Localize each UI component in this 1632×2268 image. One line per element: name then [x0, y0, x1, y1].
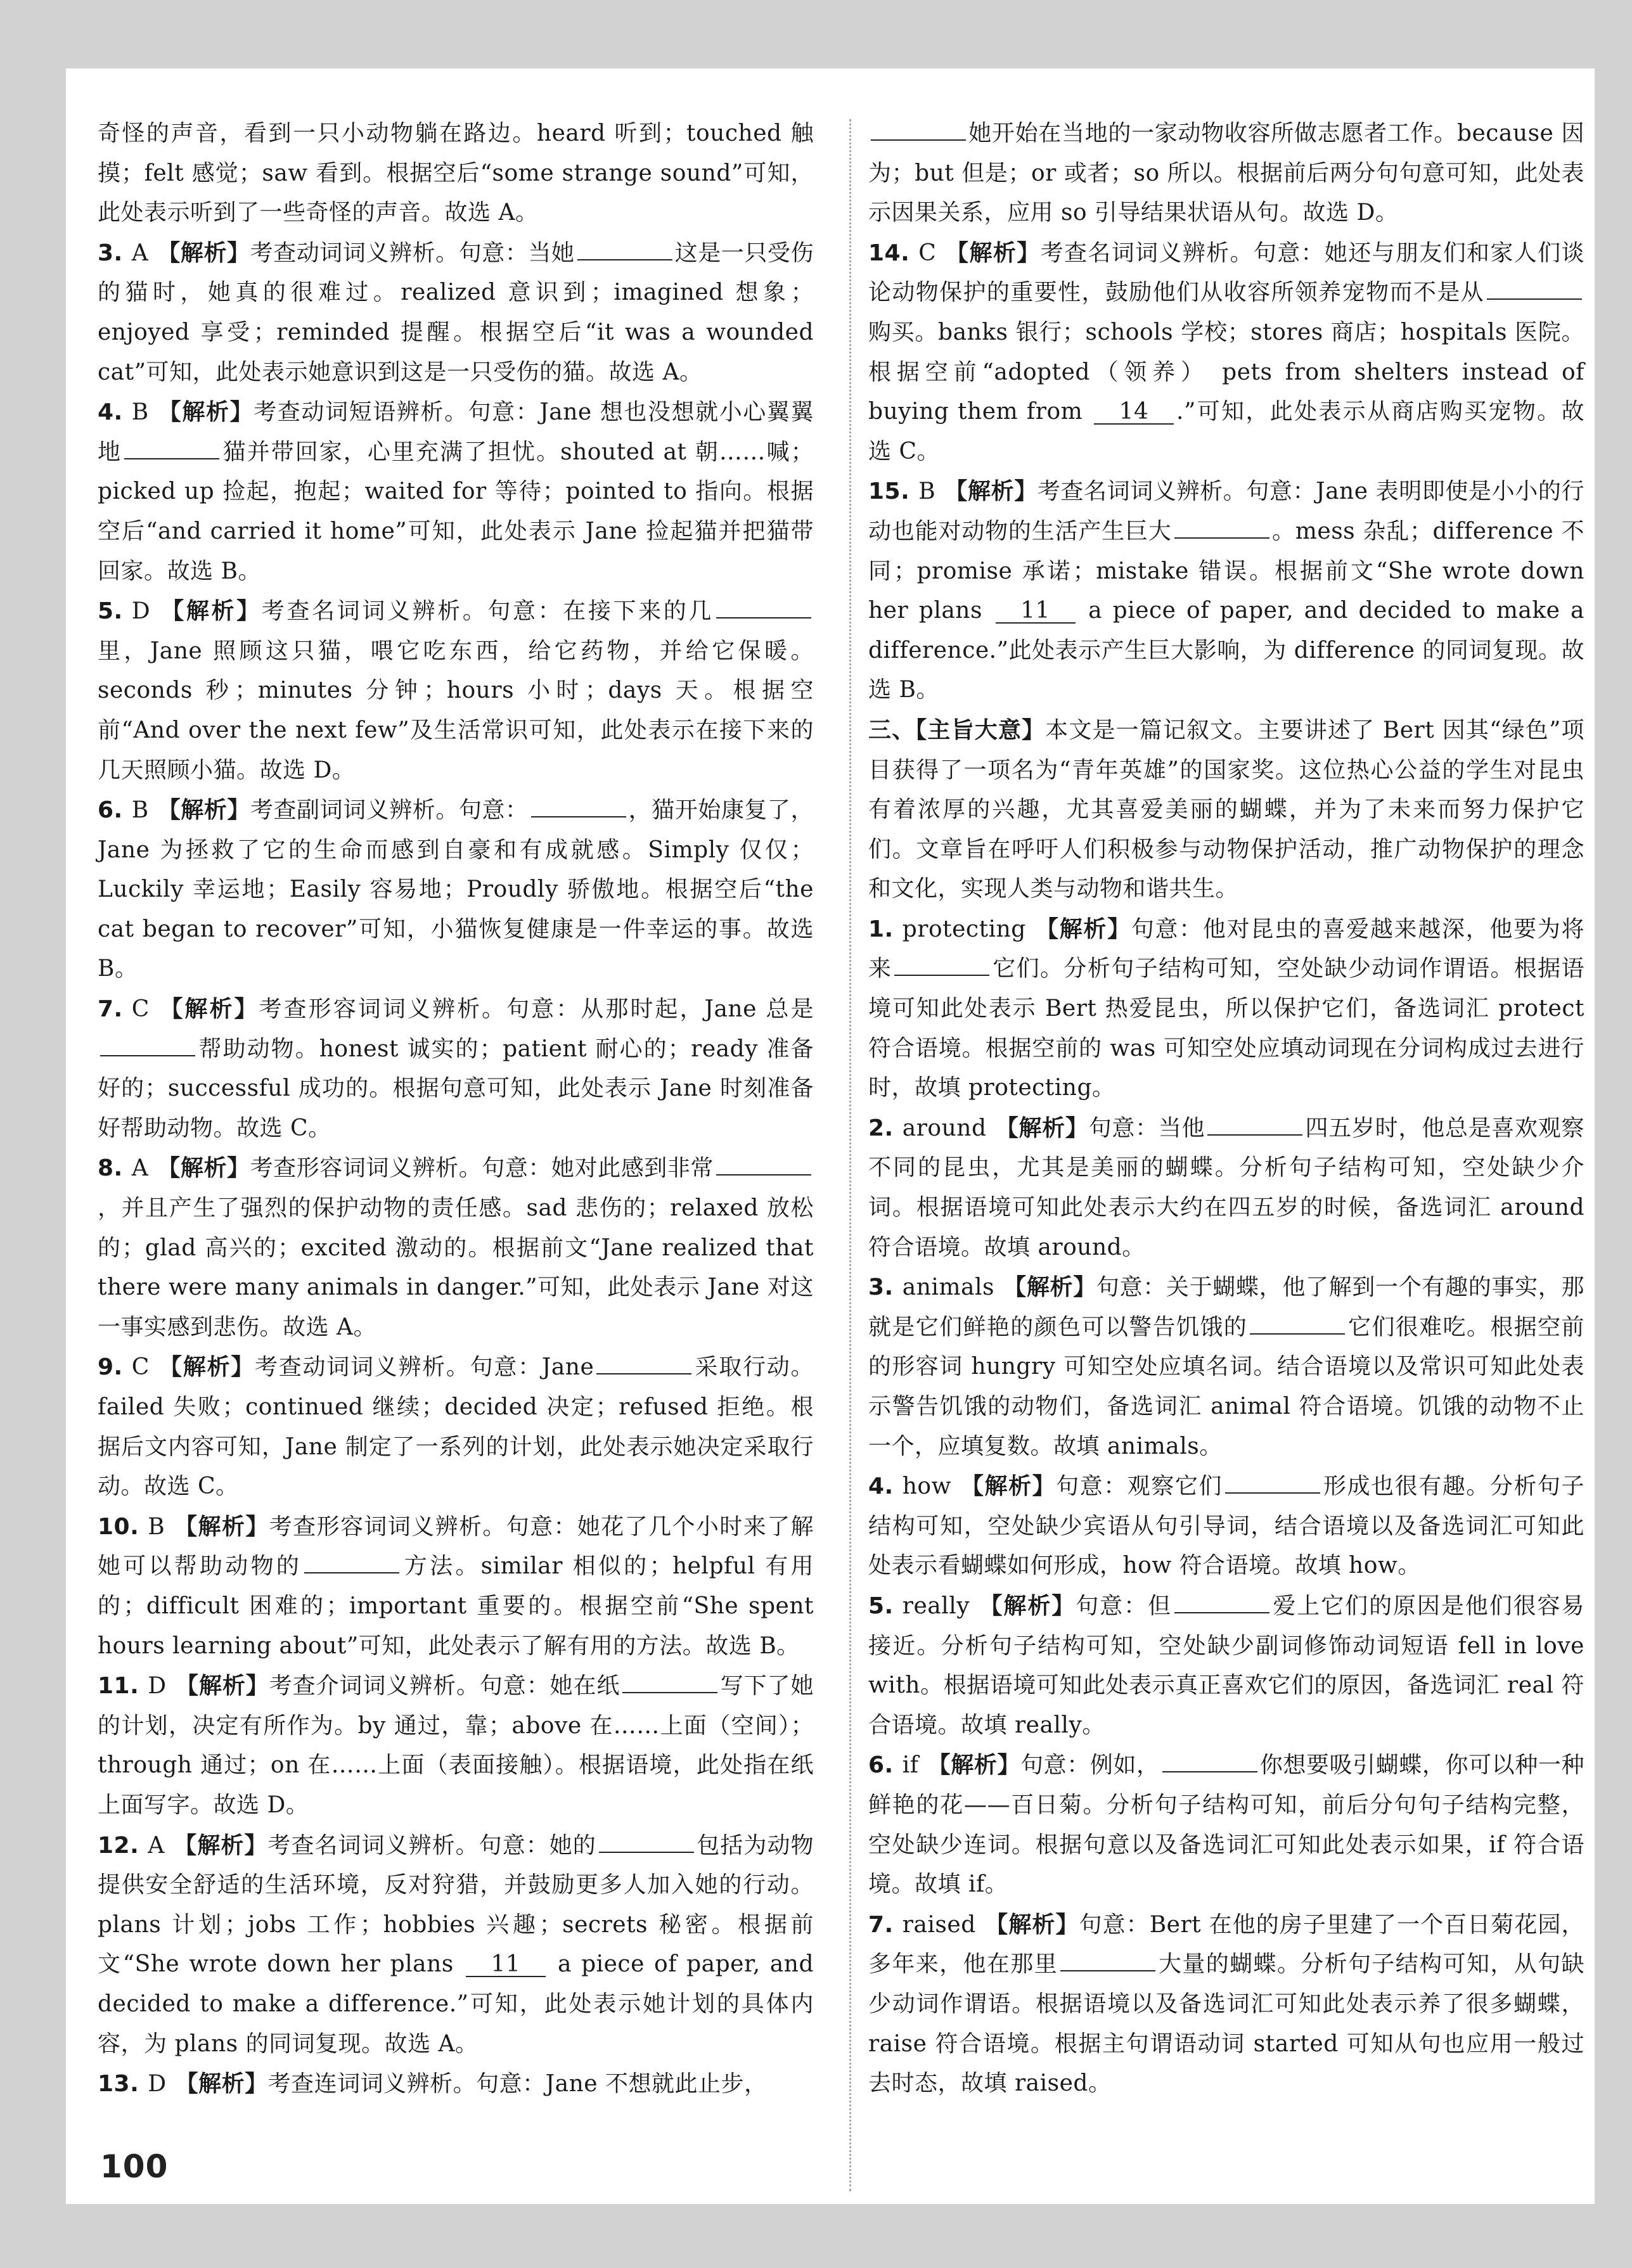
item-number: 5. — [98, 598, 123, 625]
answer-blank — [1162, 1752, 1257, 1772]
explanation-text: 猫并带回家，心里充满了担忧。shouted at 朝……喊；picked up 捡起，抱起；waited for 等待；pointed to 指向。根据空后“and carried it home”可知，此处表示 Jane 捡起猫并把猫带回家。故选 B。 — [98, 439, 814, 584]
answer-item — [868, 1466, 1584, 1586]
item-number: 10. — [98, 1513, 139, 1540]
left-item-list — [98, 233, 814, 2105]
item-number: 2. — [868, 1115, 894, 1141]
answer-key-page — [66, 68, 1595, 2204]
explanation-text: 大量的蝴蝶。分析句子结构可知，从句缺少动词作谓语。根据语境以及备选词汇可知此处表示养了很多蝴蝶，raise 符合语境。根据主句谓语动词 started 可知从句也应用一般过去时态，故填 raised。 — [868, 1951, 1584, 2097]
answer-item — [868, 1905, 1584, 2104]
reference-blank: 14 — [1094, 400, 1174, 425]
explanation-text: 句意：但 — [1076, 1592, 1172, 1619]
section-summary-text: 本文是一篇记叙文。主要讲述了 Bert 因其“绿色”项目获得了一项名为“青年英雄”的国家奖。这位热心公益的学生对昆虫有着浓厚的兴趣，尤其喜爱美丽的蝴蝶，并为了未来而努力保护它们。文章旨在呼吁人们积极参与动物保护活动，推广动物保护的理念和文化，实现人类与动物和谐共生。 — [868, 717, 1584, 902]
answer-choice: C — [918, 240, 937, 266]
explanation-text: 帮助动物。honest 诚实的；patient 耐心的；ready 准备好的；successful 成功的。根据句意可知，此处表示 Jane 时刻准备好帮助动物。故选 C。 — [98, 1035, 814, 1141]
analysis-tag: 【解析】 — [945, 239, 1041, 266]
item-number: 7. — [868, 1911, 894, 1938]
item-number: 5. — [868, 1592, 894, 1619]
answer-choice: D — [148, 1673, 167, 1700]
analysis-tag: 【解析】 — [159, 598, 262, 625]
explanation-text: 考查动词短语辨析。句意：Jane 想也没想就小心翼翼地 — [98, 399, 814, 465]
explanation-text: .”可知，此处表示从商店购买宠物。故选 C。 — [868, 399, 1584, 464]
answer-item — [868, 471, 1584, 710]
answer-item — [98, 233, 814, 392]
item-number: 15. — [868, 478, 910, 505]
explanation-text: 考查名词词义辨析。句意：在接下来的几 — [261, 598, 714, 625]
answer-choice: animals — [902, 1274, 994, 1301]
answer-item — [98, 1148, 814, 1347]
section-summary — [868, 710, 1584, 909]
answer-item — [98, 591, 814, 790]
answer-blank — [596, 1354, 691, 1374]
answer-blank — [100, 1036, 195, 1056]
answer-item — [868, 1745, 1584, 1904]
analysis-tag: 【解析】 — [157, 399, 254, 426]
answer-blank — [1250, 1314, 1345, 1335]
item-number: 3. — [98, 240, 123, 266]
explanation-text: 考查形容词词义辨析。句意：她花了几个小时来了解她可以帮助动物的 — [98, 1513, 814, 1580]
analysis-tag: 【解析】 — [979, 1592, 1076, 1619]
analysis-tag: 【解析】 — [158, 996, 259, 1023]
answer-item — [868, 233, 1584, 472]
answer-choice: C — [131, 996, 150, 1023]
item-number: 11. — [98, 1673, 139, 1700]
explanation-text: 句意：例如， — [1020, 1752, 1160, 1779]
left-column — [98, 114, 814, 2105]
answer-blank — [1487, 279, 1582, 300]
analysis-tag: 【解析】 — [1003, 1274, 1096, 1301]
answer-blank — [716, 598, 811, 618]
explanation-text: 考查形容词词义辨析。句意：从那时起，Jane 总是 — [259, 996, 814, 1023]
analysis-tag: 【解析】 — [944, 478, 1038, 505]
answer-blank — [622, 1673, 717, 1693]
explanation-text: 考查副词词义辨析。句意： — [250, 797, 529, 824]
explanation-text: 这是一只受伤的猫时，她真的很难过。realized 意识到；imagined 想象；enjoyed 享受；reminded 提醒。根据空后“it was a wounded cat”可知，此处表示她意识到这是一只受伤的猫。故选 A。 — [98, 240, 814, 385]
explanation-text: 采取行动。failed 失败；continued 继续；decided 决定；refused 拒绝。根据后文内容可知，Jane 制定了一系列的计划，此处表示她决定采取行动。故选 C。 — [98, 1354, 814, 1500]
answer-item — [98, 989, 814, 1148]
column-divider — [849, 119, 851, 2191]
analysis-tag: 【解析】 — [175, 1672, 269, 1700]
item-number: 14. — [868, 240, 910, 266]
explanation-text: 。mess 杂乱；difference 不同；promise 承诺；mistake 错误。根据前文“She wrote down her plans — [868, 518, 1584, 624]
analysis-tag: 【解析】 — [1034, 915, 1131, 942]
answer-choice: protecting — [902, 916, 1026, 942]
answer-choice: raised — [902, 1911, 976, 1938]
analysis-tag: 【解析】 — [995, 1114, 1089, 1141]
explanation-text: 考查介词词义辨析。句意：她在纸 — [269, 1673, 620, 1700]
answer-choice: D — [131, 598, 151, 625]
explanation-text: 形成也很有趣。分析句子结构可知，空处缺少宾语从句引导词，结合语境以及备选词汇可知此处表示看蝴蝶如何形成，how 符合语境。故填 how。 — [868, 1473, 1584, 1579]
explanation-text: 考查动词词义辨析。句意：当她 — [250, 240, 575, 266]
grammar-fill-item-list — [868, 909, 1584, 2104]
explanation-text: 句意：关于蝴蝶，他了解到一个有趣的事实，那就是它们鲜艳的颜色可以警告饥饿的 — [868, 1274, 1584, 1340]
explanation-text: 四五岁时，他总是喜欢观察不同的昆虫，尤其是美丽的蝴蝶。分析句子结构可知，空处缺少介词。根据语境可知此处表示大约在四五岁的时候，备选词汇 around 符合语境。故填 around。 — [868, 1115, 1584, 1260]
explanation-text: 包括为动物提供安全舒适的生活环境，反对狩猎，并鼓励更多人加入她的行动。plans 计划；jobs 工作；hobbies 兴趣；secrets 秘密。根据前文“She wrote down her plans — [98, 1832, 814, 1978]
answer-item — [868, 1586, 1584, 1745]
explanation-text: 写下了她的计划，决定有所作为。by 通过，靠；above 在……上面（空间）；through 通过；on 在……上面（表面接触）。根据语境，此处指在纸上面写字。故选 D。 — [98, 1673, 814, 1818]
answer-blank — [871, 120, 966, 141]
explanation-text: 考查动词词义辨析。句意：Jane — [255, 1354, 594, 1381]
answer-choice: D — [148, 2071, 167, 2098]
answer-choice: really — [902, 1592, 970, 1619]
explanation-text: 它们很难吃。根据空前的形容词 hungry 可知空处应填名词。结合语境以及常识可知此处表示警告饥饿的动物们，备选词汇 animal 符合语境。饥饿的动物不止一个，应填复数。故填 animals。 — [868, 1314, 1584, 1459]
answer-blank — [1060, 1951, 1155, 1971]
answer-blank — [599, 1833, 694, 1853]
answer-item — [868, 1108, 1584, 1267]
item-number: 7. — [98, 996, 123, 1023]
answer-choice: B — [131, 399, 149, 426]
explanation-text: 里，Jane 照顾这只猫，喂它吃东西，给它药物，并给它保暖。seconds 秒；minutes 分钟；hours 小时；days 天。根据空前“And over the next few”及生活常识可知，此处表示在接下来的几天照顾小猫。故选 D。 — [98, 637, 814, 783]
answer-item — [98, 1826, 814, 2065]
answer-blank — [1207, 1115, 1302, 1136]
item-number: 1. — [868, 916, 894, 942]
answer-item — [868, 909, 1584, 1108]
analysis-tag: 【解析】 — [157, 239, 250, 266]
answer-blank — [1225, 1473, 1320, 1494]
right-column — [868, 114, 1584, 2104]
answer-blank — [716, 1155, 811, 1176]
item-number: 3. — [868, 1274, 894, 1301]
analysis-tag: 【解析】 — [984, 1911, 1079, 1938]
analysis-tag: 【解析】 — [158, 1354, 255, 1381]
answer-item — [98, 392, 814, 591]
answer-blank — [1174, 518, 1269, 539]
explanation-text: 考查名词词义辨析。句意：Jane 表明即使是小小的行动也能对动物的生活产生巨大 — [868, 478, 1584, 544]
explanation-text: 购买。banks 银行；schools 学校；stores 商店；hospitals 医院。根据空前“adopted（领养） pets from shelters instead of buying them from — [868, 319, 1584, 425]
analysis-tag: 【解析】 — [174, 1513, 269, 1540]
answer-choice: B — [148, 1513, 165, 1540]
answer-choice: if — [902, 1752, 919, 1779]
answer-item — [98, 1347, 814, 1506]
section-heading: 三、【主旨大意】 — [868, 716, 1046, 743]
explanation-text: 方法。similar 相似的；helpful 有用的；difficult 困难的；important 重要的。根据空前“She spent hours learning about”可知，此处表示了解有用的方法。故选 B。 — [98, 1553, 814, 1659]
answer-choice: B — [918, 478, 936, 505]
answer-blank — [1174, 1593, 1269, 1613]
item-number: 6. — [868, 1752, 894, 1779]
analysis-tag: 【解析】 — [173, 1831, 268, 1859]
answer-item — [98, 2064, 814, 2105]
reference-blank: 11 — [996, 599, 1076, 624]
explanation-text: 考查形容词词义辨析。句意：她对此感到非常 — [250, 1155, 714, 1182]
explanation-text: 爱上它们的原因是他们很容易接近。分析句子结构可知，空处缺少副词修饰动词短语 fell in love with。根据语境可知此处表示真正喜欢它们的原因，备选词汇 real 符合语境。故填 really。 — [868, 1592, 1584, 1738]
item-number: 8. — [98, 1155, 123, 1182]
answer-choice: around — [902, 1115, 987, 1141]
answer-blank — [124, 439, 219, 459]
answer-item — [98, 790, 814, 989]
analysis-tag: 【解析】 — [157, 1155, 250, 1182]
answer-blank — [577, 240, 672, 260]
answer-blank — [531, 797, 626, 817]
answer-choice: how — [902, 1473, 951, 1500]
analysis-tag: 【解析】 — [157, 797, 250, 824]
answer-blank — [304, 1553, 399, 1573]
analysis-tag: 【解析】 — [175, 2070, 268, 2098]
answer-item — [98, 1666, 814, 1825]
item-number: 6. — [98, 797, 123, 824]
item-number: 4. — [868, 1473, 894, 1500]
analysis-tag: 【解析】 — [927, 1752, 1021, 1779]
explanation-text: 考查连词词义辨析。句意：Jane 不想就此止步， — [267, 2071, 768, 2098]
explanation-text: ，并且产生了强烈的保护动物的责任感。sad 悲伤的；relaxed 放松的；glad 高兴的；excited 激动的。根据前文“Jane realized that there were many animals in danger.”可知，此处表示 Jane 对这一事实感到悲伤。故选 A。 — [98, 1195, 814, 1340]
continued-explanation: 奇怪的声音，看到一只小动物躺在路边。heard 听到；touched 触摸；felt 感觉；saw 看到。根据空后“some strange sound”可知，此处表示听到了一些奇怪的声音。故选 A。 — [98, 120, 814, 226]
right-item-list — [868, 233, 1584, 710]
reference-blank: 11 — [466, 1953, 546, 1977]
explanation-text: a piece of paper, and decided to make a difference.”此处表示产生巨大影响，为 difference 的同词复现。故选 B。 — [868, 598, 1584, 703]
answer-choice: B — [131, 797, 149, 824]
item-number: 12. — [98, 1832, 139, 1859]
explanation-text: 句意：Bert 在他的房子里建了一个百日菊花园，多年来，他在那里 — [868, 1911, 1584, 1978]
item-number: 4. — [98, 399, 123, 426]
explanation-text: 句意：观察它们 — [1056, 1473, 1223, 1500]
analysis-tag: 【解析】 — [960, 1473, 1057, 1500]
explanation-text: a piece of paper, and decided to make a difference.”可知，此处表示她计划的具体内容，为 plans 的同词复现。故选 A。 — [98, 1951, 814, 2057]
page-number: 100 — [100, 2148, 169, 2185]
item-number: 9. — [98, 1354, 123, 1381]
explanation-text: 它们。分析句子结构可知，空处缺少动词作谓语。根据语境可知此处表示 Bert 热爱昆虫，所以保护它们，备选词汇 protect 符合语境。根据空前的 was 可知空处应填动词现在分词构成过去进行时，故填 protecting。 — [868, 956, 1584, 1101]
item-number: 13. — [98, 2071, 139, 2098]
answer-choice: C — [131, 1354, 150, 1381]
answer-item — [98, 1507, 814, 1666]
continued-explanation-13: 她开始在当地的一家动物收容所做志愿者工作。because 因为；but 但是；or 或者；so 所以。根据前后两分句句意可知，此处表示因果关系，应用 so 引导结果状语从句。故选 D。 — [868, 120, 1584, 226]
explanation-text: 句意：他对昆虫的喜爱越来越深，他要为将来 — [868, 916, 1584, 982]
explanation-text: 考查名词词义辨析。句意：她还与朋友们和家人们谈论动物保护的重要性，鼓励他们从收容所领养宠物而不是从 — [868, 240, 1584, 306]
explanation-text: ，猫开始康复了，Jane 为拯救了它的生命而感到自豪和有成就感。Simply 仅仅；Luckily 幸运地；Easily 容易地；Proudly 骄傲地。根据空后“the cat began to recover”可知，小猫恢复健康是一件幸运的事。故选 B。 — [98, 797, 814, 982]
answer-choice: A — [131, 1155, 149, 1182]
answer-blank — [894, 956, 989, 976]
answer-item — [868, 1267, 1584, 1466]
explanation-text: 你想要吸引蝴蝶，你可以种一种鲜艳的花——百日菊。分析句子结构可知，前后分句句子结构完整，空处缺少连词。根据句意以及备选词汇可知此处表示如果，if 符合语境。故填 if。 — [868, 1752, 1584, 1898]
explanation-text: 句意：当他 — [1088, 1115, 1205, 1141]
answer-choice: A — [148, 1832, 165, 1859]
explanation-text: 考查名词词义辨析。句意：她的 — [267, 1832, 596, 1859]
answer-choice: A — [131, 240, 149, 266]
